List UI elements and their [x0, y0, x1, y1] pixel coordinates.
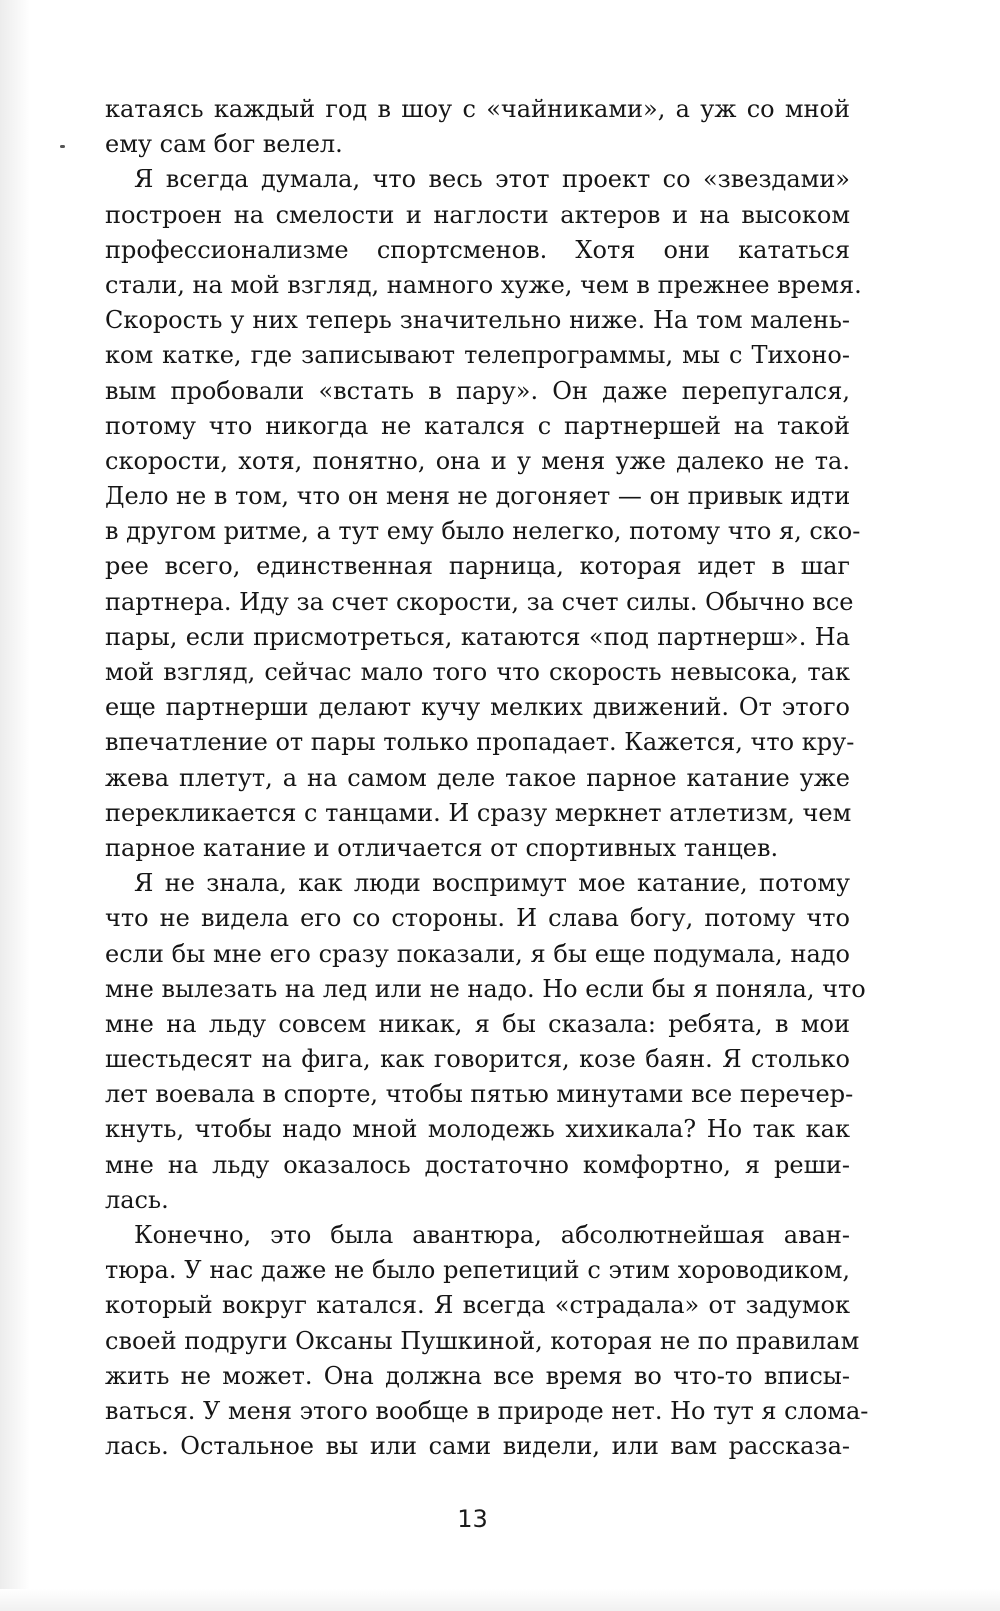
text-line: еще партнерши делают кучу мелких движений. От этого: [105, 693, 850, 722]
text-line: рее всего, единственная парница, которая идет в шаг: [105, 552, 850, 581]
text-line: кнуть, чтобы надо мной молодежь хихикала? Но так как: [105, 1115, 850, 1144]
text-line: тюра. У нас даже не было репетиций с этим хороводиком,: [105, 1256, 850, 1285]
paragraph: [105, 1218, 869, 1464]
text-line: мне на льду оказалось достаточно комфортно, я реши-: [105, 1150, 850, 1179]
text-line: вым пробовали «встать в пару». Он даже перепугался,: [105, 376, 850, 405]
text-line: впечатление от пары только пропадает. Кажется, что кру-: [105, 728, 855, 757]
text-line: скорости, хотя, понятно, она и у меня уже далеко не та.: [105, 446, 850, 475]
text-line: партнера. Иду за счет скорости, за счет силы. Обычно все: [105, 587, 854, 616]
text-line: катаясь каждый год в шоу с «чайниками», а уж со мной: [105, 95, 850, 123]
text-line: ему сам бог велел.: [105, 130, 343, 159]
text-line: своей подруги Оксаны Пушкиной, которая не по правилам: [105, 1326, 860, 1355]
text-line: пары, если присмотреться, катаются «под партнерш». На: [105, 622, 850, 651]
text-line: мне вылезать на лед или не надо. Но если бы я поняла, что: [105, 974, 866, 1003]
text-line: лась. Остальное вы или сами видели, или вам рассказа-: [105, 1432, 850, 1461]
text-line: ваться. У меня этого вообще в природе нет. Но тут я слома-: [105, 1396, 869, 1425]
text-line: что не видела его со стороны. И слава богу, потому что: [105, 904, 850, 933]
text-line: Конечно, это была авантюра, абсолютнейшая аван-: [134, 1221, 850, 1249]
text-line: лет воевала в спорте, чтобы пятью минутами все перечер-: [105, 1080, 854, 1109]
paragraph: [105, 162, 862, 866]
text-line: если бы мне его сразу показали, я бы еще подумала, надо: [105, 939, 850, 968]
paragraph: [105, 866, 866, 1218]
text-line: перекликается с танцами. И сразу меркнет атлетизм, чем: [105, 798, 852, 827]
text-line: Я всегда думала, что весь этот проект со «звездами»: [134, 165, 850, 194]
text-line: лась.: [105, 1185, 169, 1214]
page-number: 13: [457, 1505, 488, 1533]
text-line: профессионализме спортсменов. Хотя они кататься: [105, 235, 850, 264]
text-line: который вокруг катался. Я всегда «страдала» от задумок: [105, 1291, 850, 1320]
text-line: ком катке, где записывают телепрограммы, мы с Тихоно-: [105, 341, 850, 370]
text-line: потому что никогда не катался с партнершей на такой: [105, 411, 850, 440]
text-line: жить не может. Она должна все время во что-то вписы-: [105, 1361, 850, 1390]
text-line: Я не знала, как люди воспримут мое катание, потому: [134, 869, 850, 898]
body-text: [105, 92, 869, 1464]
text-line: мой взгляд, сейчас мало того что скорость невысока, так: [105, 658, 850, 686]
text-line: шестьдесят на фига, как говорится, козе баян. Я столько: [105, 1045, 850, 1074]
scan-edge-shadow: [0, 0, 30, 1611]
text-line: стали, на мой взгляд, намного хуже, чем в прежнее время.: [105, 270, 862, 299]
paragraph: [105, 92, 850, 162]
text-line: мне на льду совсем никак, я бы сказала: ребята, в мои: [105, 1009, 850, 1038]
scan-bottom-shadow: [0, 1589, 1000, 1611]
text-line: парное катание и отличается от спортивных танцев.: [105, 833, 779, 862]
scan-speck: [60, 145, 65, 148]
text-line: жева плетут, а на самом деле такое парное катание уже: [105, 763, 850, 792]
text-line: в другом ритме, а тут ему было нелегко, потому что я, ско-: [105, 517, 861, 546]
text-line: Дело не в том, что он меня не догоняет — он привык идти: [105, 482, 851, 511]
text-line: Скорость у них теперь значительно ниже. На том малень-: [105, 306, 850, 335]
text-line: построен на смелости и наглости актеров и на высоком: [105, 200, 850, 229]
